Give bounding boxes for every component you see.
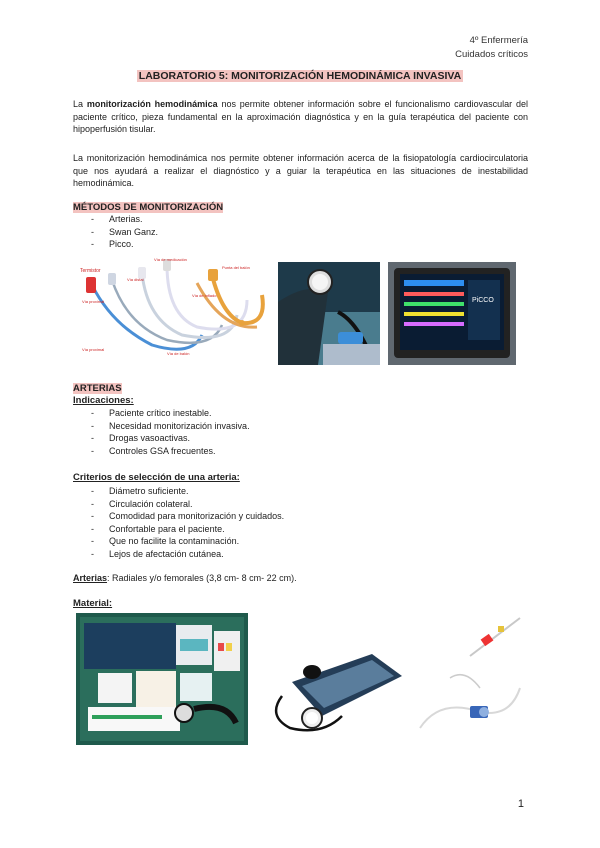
picco-monitor-photo [388, 262, 516, 365]
list-item: - Confortable para el paciente. [73, 523, 284, 536]
pressure-bag-photo [262, 646, 407, 736]
label-punta-balon: Punta del balón [222, 265, 250, 270]
arterias-label: Arterias [73, 573, 108, 583]
label-via-proximal: Vía proximal [82, 299, 105, 304]
page-title [0, 70, 600, 82]
indicaciones-label: Indicaciones: [73, 395, 134, 406]
page-number: 1 [517, 798, 524, 810]
list-item: - Que no facilite la contaminación. [73, 535, 284, 548]
material-kit-photo [76, 613, 248, 745]
label-via-medicacion: Vía de medicación [154, 257, 187, 262]
arterias-text: : Radiales y/o femorales (3,8 cm- 8 cm- 22 cm). [107, 573, 297, 583]
arterias-heading-text: ARTERIAS [73, 383, 122, 394]
pressure-transducer-photo [278, 262, 380, 365]
arterias-line [73, 573, 297, 583]
header-subject: Cuidados críticos [455, 49, 528, 60]
monitor-label: PiCCO [472, 297, 494, 304]
indicaciones-list [73, 407, 250, 457]
intro1-post: nos permite obtener información sobre el funcionalismo cardiovascular del paciente crítico, pieza fundamental en la aproximación diagnóstica y en la guía terapéutica del paciente con hipoperfusión tisular. [73, 99, 528, 134]
page-title-text: LABORATORIO 5: MONITORIZACIÓN HEMODINÁMICA INVASIVA [138, 70, 462, 82]
list-item: - Swan Ganz. [73, 226, 158, 239]
label-via-balon: Vía de balón [167, 351, 190, 356]
criterios-label: Criterios de selección de una arteria: [73, 472, 240, 483]
list-item: - Necesidad monitorización invasiva. [73, 420, 250, 433]
list-item: - Drogas vasoactivas. [73, 432, 250, 445]
intro-paragraph-1 [73, 98, 528, 136]
label-termistor: Termistor [80, 268, 101, 274]
list-item: - Circulación colateral. [73, 498, 284, 511]
arterial-catheter-photo [410, 608, 525, 744]
intro-paragraph-2: La monitorización hemodinámica nos permite obtener información acerca de la fisiopatología cardiocirculatoria que nos ayudará a realizar el diagnóstico y a guiar la terapéutica en las situaciones de inestabilidad hemodinámica. [73, 153, 528, 188]
swan-ganz-catheter-image [72, 255, 270, 363]
list-item: - Lejos de afectación cutánea. [73, 548, 284, 561]
metodos-list [73, 213, 158, 251]
intro1-bold: monitorización hemodinámica [86, 99, 218, 109]
list-item: - Paciente crítico inestable. [73, 407, 250, 420]
label-via-inflado: Vía de inflado [192, 293, 217, 298]
list-item: - Picco. [73, 238, 158, 251]
list-item: - Controles GSA frecuentes. [73, 445, 250, 458]
list-item: - Arterias. [73, 213, 158, 226]
list-item: - Diámetro suficiente. [73, 485, 284, 498]
label-via-proximal-2: Vía proximal [82, 347, 105, 352]
header-course: 4º Enfermería [469, 35, 528, 46]
metodos-heading-text: MÉTODOS DE MONITORIZACIÓN [73, 202, 224, 213]
metodos-heading [73, 202, 223, 213]
arterias-heading [73, 383, 122, 394]
material-label: Material: [73, 598, 113, 609]
criterios-list [73, 485, 284, 561]
list-item: - Comodidad para monitorización y cuidados. [73, 510, 284, 523]
label-via-distal: Vía distal [127, 277, 144, 282]
intro1-pre: La [73, 99, 87, 109]
page-header [455, 34, 528, 62]
